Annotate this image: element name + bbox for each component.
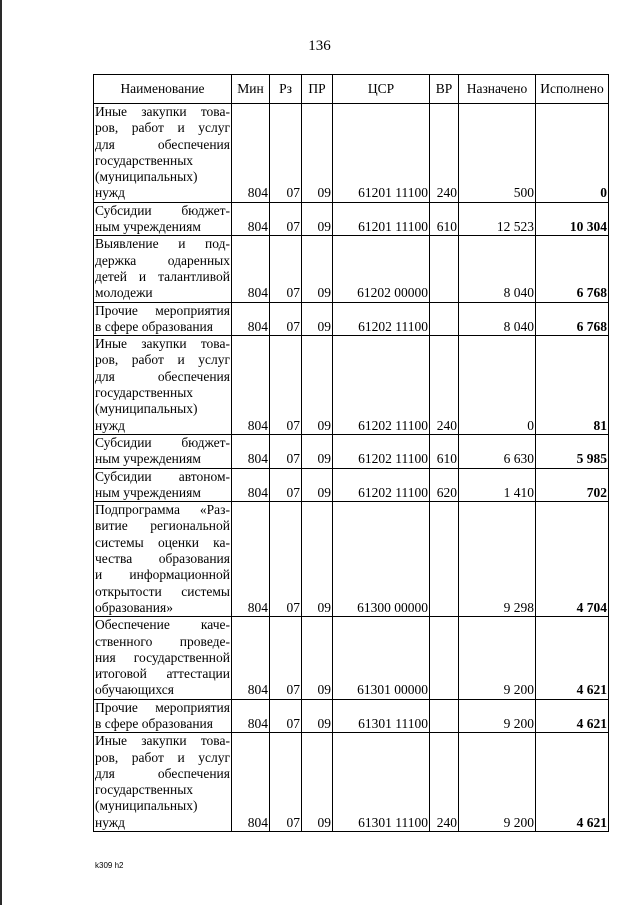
- cell-executed: 4 621: [536, 617, 609, 699]
- cell-rz: 07: [270, 468, 302, 502]
- cell-rz: 07: [270, 502, 302, 617]
- cell-executed: 4 621: [536, 699, 609, 733]
- row-name-line: обучающихся: [95, 682, 174, 698]
- cell-rz: 07: [270, 236, 302, 302]
- row-name: [94, 336, 232, 435]
- cell-assigned: 500: [459, 104, 536, 203]
- cell-vr: 240: [430, 336, 459, 435]
- header-min: Мин: [232, 75, 270, 104]
- row-name-line: Субсидии бюджет-: [95, 202, 230, 218]
- cell-assigned: 9 200: [459, 617, 536, 699]
- cell-pr: 09: [302, 302, 333, 336]
- table-row: [94, 434, 609, 468]
- cell-min: 804: [232, 617, 270, 699]
- budget-table: [93, 74, 609, 832]
- row-name-line: итоговой аттестации: [95, 666, 230, 682]
- row-name-line: образования»: [95, 599, 173, 615]
- row-name-line: Субсидии бюджет-: [95, 434, 230, 450]
- header-csr: ЦСР: [333, 75, 430, 104]
- cell-assigned: 9 298: [459, 502, 536, 617]
- row-name-line: Выявление и под-: [95, 236, 230, 252]
- row-name-line: Подпрограмма «Раз-: [95, 502, 230, 518]
- cell-min: 804: [232, 502, 270, 617]
- cell-pr: 09: [302, 733, 333, 832]
- row-name-line: государственных: [95, 782, 194, 798]
- row-name-line: государственных: [95, 152, 194, 168]
- cell-min: 804: [232, 434, 270, 468]
- row-name: [94, 202, 232, 236]
- cell-vr: [430, 502, 459, 617]
- row-name: [94, 236, 232, 302]
- row-name-line: (муниципальных): [95, 401, 198, 417]
- table-row: [94, 336, 609, 435]
- row-name-line: (муниципальных): [95, 798, 198, 814]
- header-executed: Исполнено: [536, 75, 609, 104]
- cell-executed: 0: [536, 104, 609, 203]
- cell-min: 804: [232, 468, 270, 502]
- row-name: [94, 302, 232, 336]
- cell-vr: 610: [430, 434, 459, 468]
- cell-rz: 07: [270, 699, 302, 733]
- row-name-line: ров, работ и услуг: [95, 749, 230, 765]
- row-name-line: держка одаренных: [95, 252, 230, 268]
- cell-min: 804: [232, 202, 270, 236]
- cell-min: 804: [232, 733, 270, 832]
- row-name-line: ров, работ и услуг: [95, 352, 230, 368]
- cell-csr: 61301 11100: [333, 733, 430, 832]
- table-header-row: [94, 75, 609, 104]
- footer-code: k309 h2: [95, 861, 124, 870]
- cell-pr: 09: [302, 104, 333, 203]
- cell-vr: [430, 699, 459, 733]
- row-name-line: Субсидии автоном-: [95, 468, 230, 484]
- table-row: [94, 617, 609, 699]
- cell-rz: 07: [270, 434, 302, 468]
- row-name: [94, 502, 232, 617]
- cell-executed: 10 304: [536, 202, 609, 236]
- cell-executed: 4 704: [536, 502, 609, 617]
- cell-min: 804: [232, 336, 270, 435]
- cell-pr: 09: [302, 502, 333, 617]
- cell-pr: 09: [302, 202, 333, 236]
- cell-csr: 61202 11100: [333, 434, 430, 468]
- cell-csr: 61201 11100: [333, 104, 430, 203]
- row-name: [94, 104, 232, 203]
- cell-vr: 240: [430, 104, 459, 203]
- row-name-line: системы оценки ка-: [95, 534, 230, 550]
- cell-csr: 61301 11100: [333, 699, 430, 733]
- cell-assigned: 0: [459, 336, 536, 435]
- table-body: [94, 104, 609, 832]
- row-name-line: ния государственной: [95, 649, 230, 665]
- cell-executed: 5 985: [536, 434, 609, 468]
- row-name-line: витие региональной: [95, 518, 230, 534]
- cell-assigned: 8 040: [459, 302, 536, 336]
- table-row: [94, 468, 609, 502]
- cell-pr: 09: [302, 468, 333, 502]
- cell-min: 804: [232, 104, 270, 203]
- cell-rz: 07: [270, 302, 302, 336]
- cell-vr: [430, 236, 459, 302]
- scan-edge: [0, 0, 2, 905]
- cell-assigned: 8 040: [459, 236, 536, 302]
- table-row: [94, 302, 609, 336]
- row-name-line: чества образования: [95, 551, 230, 567]
- cell-vr: [430, 617, 459, 699]
- page-number: 136: [308, 38, 331, 54]
- table-row: [94, 733, 609, 832]
- cell-assigned: 9 200: [459, 699, 536, 733]
- table-row: [94, 104, 609, 203]
- row-name-line: для обеспечения: [95, 368, 230, 384]
- cell-vr: [430, 302, 459, 336]
- cell-pr: 09: [302, 434, 333, 468]
- header-pr: ПР: [302, 75, 333, 104]
- cell-vr: 620: [430, 468, 459, 502]
- cell-assigned: 9 200: [459, 733, 536, 832]
- cell-rz: 07: [270, 336, 302, 435]
- row-name-line: ным учреждениям: [95, 219, 201, 235]
- row-name-line: Иные закупки това-: [95, 104, 230, 119]
- cell-rz: 07: [270, 202, 302, 236]
- row-name-line: для обеспечения: [95, 765, 230, 781]
- row-name-line: в сфере образования: [95, 715, 213, 731]
- cell-executed: 81: [536, 336, 609, 435]
- cell-vr: 240: [430, 733, 459, 832]
- cell-rz: 07: [270, 733, 302, 832]
- row-name-line: нужд: [95, 814, 125, 830]
- row-name: [94, 733, 232, 832]
- row-name-line: молодежи: [95, 285, 153, 301]
- cell-assigned: 1 410: [459, 468, 536, 502]
- table-row: [94, 699, 609, 733]
- cell-min: 804: [232, 302, 270, 336]
- cell-min: 804: [232, 699, 270, 733]
- row-name-line: Иные закупки това-: [95, 336, 230, 352]
- cell-csr: 61201 11100: [333, 202, 430, 236]
- row-name: [94, 699, 232, 733]
- row-name-line: ным учреждениям: [95, 451, 201, 467]
- cell-pr: 09: [302, 236, 333, 302]
- row-name-line: и информационной: [95, 567, 230, 583]
- cell-executed: 6 768: [536, 236, 609, 302]
- row-name-line: Прочие мероприятия: [95, 302, 230, 318]
- row-name-line: открытости системы: [95, 583, 230, 599]
- cell-vr: 610: [430, 202, 459, 236]
- row-name-line: Обеспечение каче-: [95, 617, 230, 633]
- cell-pr: 09: [302, 336, 333, 435]
- row-name-line: нужд: [95, 417, 125, 433]
- header-assigned: Назначено: [459, 75, 536, 104]
- cell-csr: 61300 00000: [333, 502, 430, 617]
- cell-executed: 702: [536, 468, 609, 502]
- table-row: [94, 236, 609, 302]
- row-name-line: (муниципальных): [95, 169, 198, 185]
- header-rz: Рз: [270, 75, 302, 104]
- cell-executed: 4 621: [536, 733, 609, 832]
- row-name-line: нужд: [95, 185, 125, 201]
- row-name-line: ственного проведе-: [95, 633, 230, 649]
- header-name: Наименование: [94, 75, 232, 104]
- header-vr: ВР: [430, 75, 459, 104]
- cell-assigned: 12 523: [459, 202, 536, 236]
- row-name-line: детей и талантливой: [95, 268, 230, 284]
- row-name-line: ным учреждениям: [95, 484, 201, 500]
- row-name-line: Прочие мероприятия: [95, 699, 230, 715]
- cell-rz: 07: [270, 104, 302, 203]
- cell-csr: 61202 00000: [333, 236, 430, 302]
- cell-pr: 09: [302, 699, 333, 733]
- cell-csr: 61202 11100: [333, 336, 430, 435]
- row-name: [94, 617, 232, 699]
- cell-csr: 61202 11100: [333, 468, 430, 502]
- row-name: [94, 468, 232, 502]
- cell-csr: 61202 11100: [333, 302, 430, 336]
- cell-min: 804: [232, 236, 270, 302]
- row-name-line: в сфере образования: [95, 318, 213, 334]
- cell-assigned: 6 630: [459, 434, 536, 468]
- row-name: [94, 434, 232, 468]
- cell-executed: 6 768: [536, 302, 609, 336]
- row-name-line: государственных: [95, 385, 194, 401]
- cell-csr: 61301 00000: [333, 617, 430, 699]
- row-name-line: ров, работ и услуг: [95, 120, 230, 136]
- row-name-line: для обеспечения: [95, 136, 230, 152]
- cell-pr: 09: [302, 617, 333, 699]
- row-name-line: Иные закупки това-: [95, 733, 230, 749]
- cell-rz: 07: [270, 617, 302, 699]
- table-row: [94, 202, 609, 236]
- table-row: [94, 502, 609, 617]
